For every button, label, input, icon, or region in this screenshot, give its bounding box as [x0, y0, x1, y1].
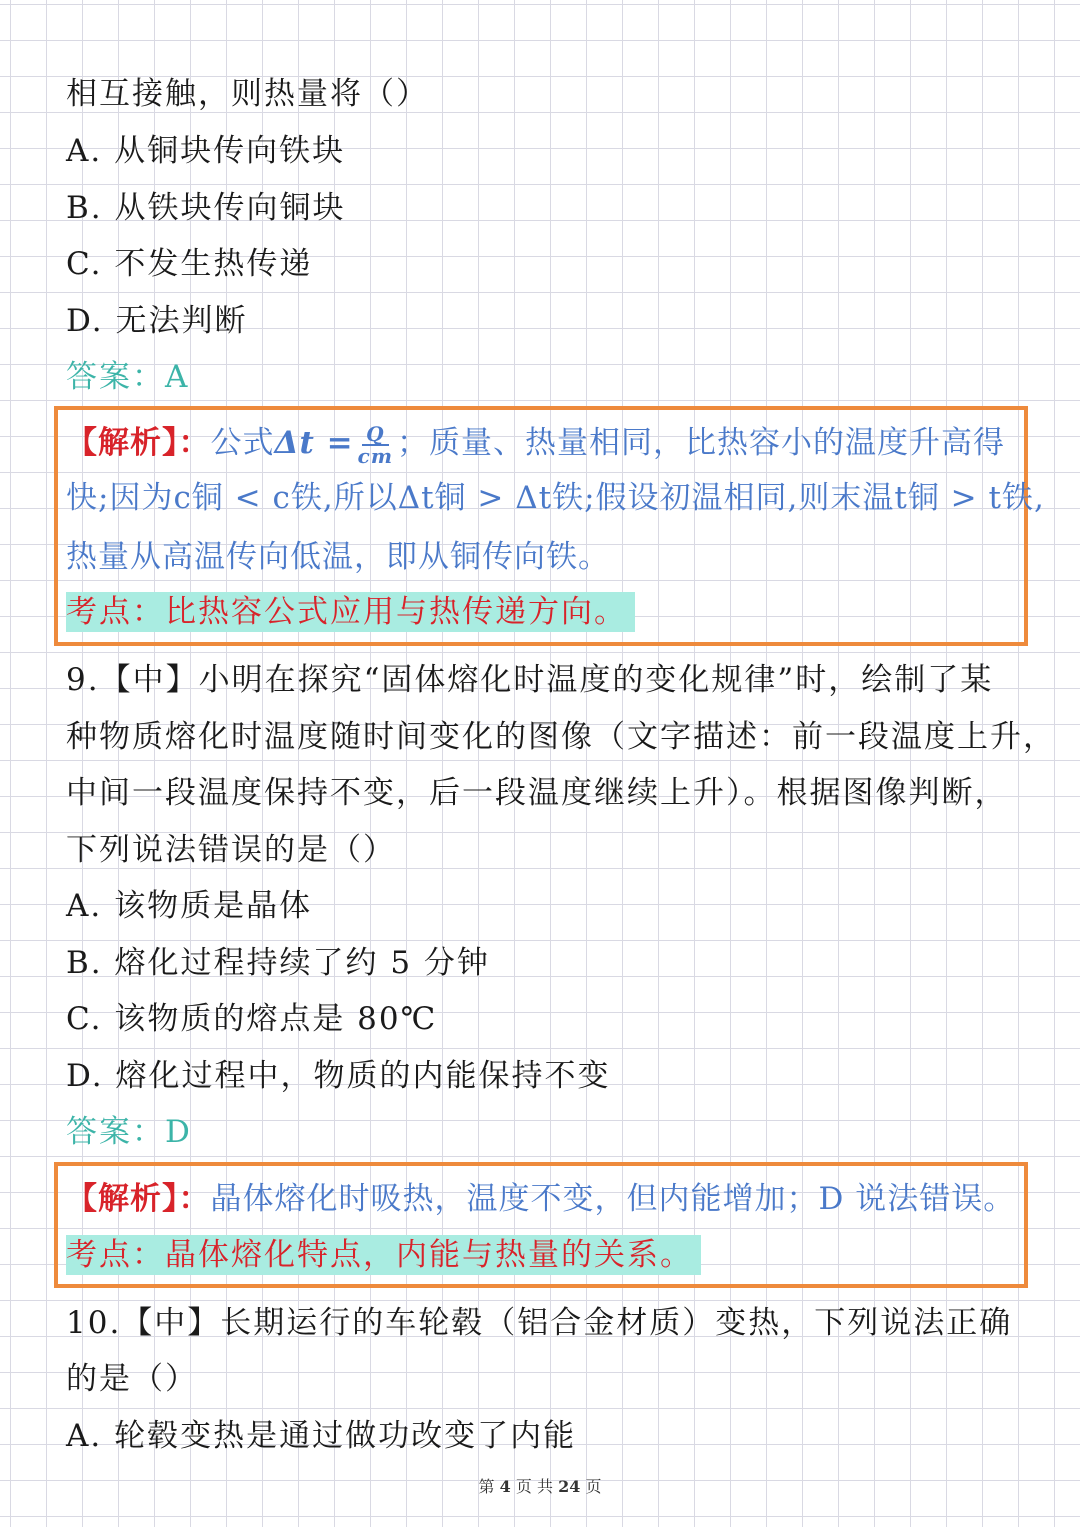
- footer-suffix: 页: [585, 1477, 602, 1496]
- analysis-line-1: [66, 1178, 1015, 1220]
- option-b: B. 从铁块传向铜块: [66, 190, 346, 226]
- analysis-prefix: 公式: [210, 425, 275, 461]
- analysis-line-1: [66, 422, 1005, 466]
- analysis-tag: 【解析】：: [66, 425, 211, 461]
- page-number: 4: [499, 1477, 511, 1496]
- option-d: D. 无法判断: [66, 303, 248, 339]
- option-a: A. 从铜块传向铁块: [66, 133, 346, 169]
- formula-fraction: [357, 421, 393, 468]
- footer-middle: 页 共: [515, 1477, 553, 1496]
- option-a: A. 轮毂变热是通过做功改变了内能: [66, 1418, 577, 1454]
- question-stem-line: 10.【中】长期运行的车轮毂（铝合金材质）变热，下列说法正确: [66, 1305, 1013, 1341]
- key-point: 考点：晶体熔化特点，内能与热量的关系。: [66, 1235, 701, 1275]
- analysis-text: 晶体熔化时吸热，温度不变，但内能增加；D 说法错误。: [210, 1181, 1016, 1217]
- answer-line: 答案：D: [66, 1114, 192, 1150]
- analysis-line-3: 热量从高温传向低温，即从铜传向铁。: [66, 539, 610, 575]
- key-point: 考点：比热容公式应用与热传递方向。: [66, 592, 635, 632]
- formula-numerator: Q: [362, 424, 388, 446]
- question-stem-line: 种物质熔化时温度随时间变化的图像（文字描述：前一段温度上升，: [66, 719, 1056, 755]
- page-total: 24: [558, 1477, 581, 1496]
- option-b: B. 熔化过程持续了约 5 分钟: [66, 945, 490, 981]
- page-footer: [0, 1475, 1080, 1499]
- question-stem-line: 相互接触，则热量将（）: [66, 76, 429, 112]
- answer-line: 答案：A: [66, 359, 190, 395]
- formula-lhs: Δt =: [274, 425, 354, 461]
- analysis-suffix: ；质量、热量相同，比热容小的温度升高得: [396, 425, 1005, 461]
- question-stem-line: 9.【中】小明在探究“固体熔化时温度的变化规律”时，绘制了某: [66, 662, 994, 698]
- footer-prefix: 第: [478, 1477, 495, 1496]
- question-stem-line: 下列说法错误的是（）: [66, 832, 396, 868]
- analysis-tag: 【解析】：: [66, 1181, 211, 1217]
- option-a: A. 该物质是晶体: [66, 888, 313, 924]
- option-c: C. 该物质的熔点是 80℃: [66, 1001, 438, 1037]
- analysis-line-2: 快;因为c铜 < c铁,所以Δt铜 > Δt铁;假设初温相同,则末温t铜 > t铁,: [66, 480, 1045, 516]
- question-stem-line: 的是（）: [66, 1361, 198, 1397]
- option-d: D. 熔化过程中，物质的内能保持不变: [66, 1058, 611, 1094]
- option-c: C. 不发生热传递: [66, 246, 313, 282]
- question-stem-line: 中间一段温度保持不变，后一段温度继续上升）。根据图像判断，: [66, 775, 1008, 811]
- formula-denominator: cm: [357, 443, 393, 468]
